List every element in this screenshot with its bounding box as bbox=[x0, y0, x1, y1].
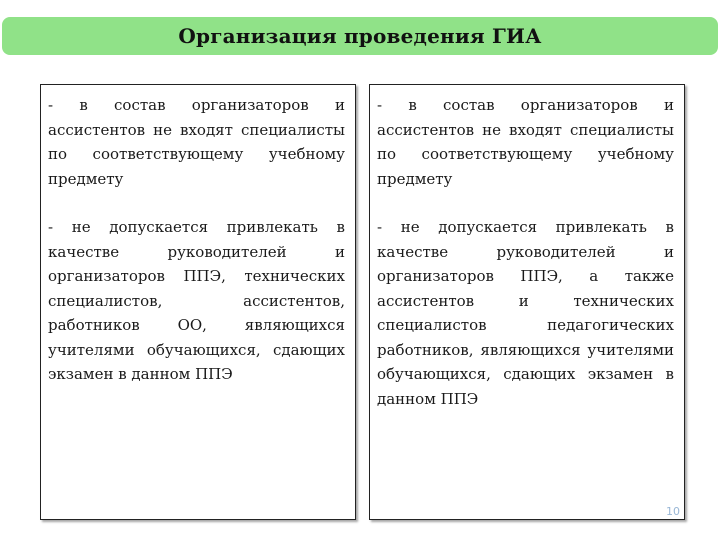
title-bar bbox=[2, 17, 718, 55]
right-column bbox=[369, 84, 685, 520]
right-paragraph-2: - не допускается привлекать в качестве руководителей и организаторов ППЭ, а также ассистентов и технических специалистов педагогических работников, являющихся учителями обучающихся, сдающих экзамен в данном ППЭ bbox=[377, 218, 674, 408]
right-paragraph-1: - в состав организаторов и ассистентов не входят специалисты по соответствующему учебному предмету bbox=[377, 96, 674, 188]
page-number: 10 bbox=[666, 505, 680, 518]
left-column bbox=[40, 84, 356, 520]
slide-title: Организация проведения ГИА bbox=[178, 24, 542, 48]
left-paragraph-2: - не допускается привлекать в качестве руководителей и организаторов ППЭ, технических специалистов, ассистентов, работников ОО, являющихся учителями обучающихся, сдающих экзамен в данном ППЭ bbox=[48, 218, 345, 383]
left-paragraph-1: - в состав организаторов и ассистентов не входят специалисты по соответствующему учебному предмету bbox=[48, 96, 345, 188]
